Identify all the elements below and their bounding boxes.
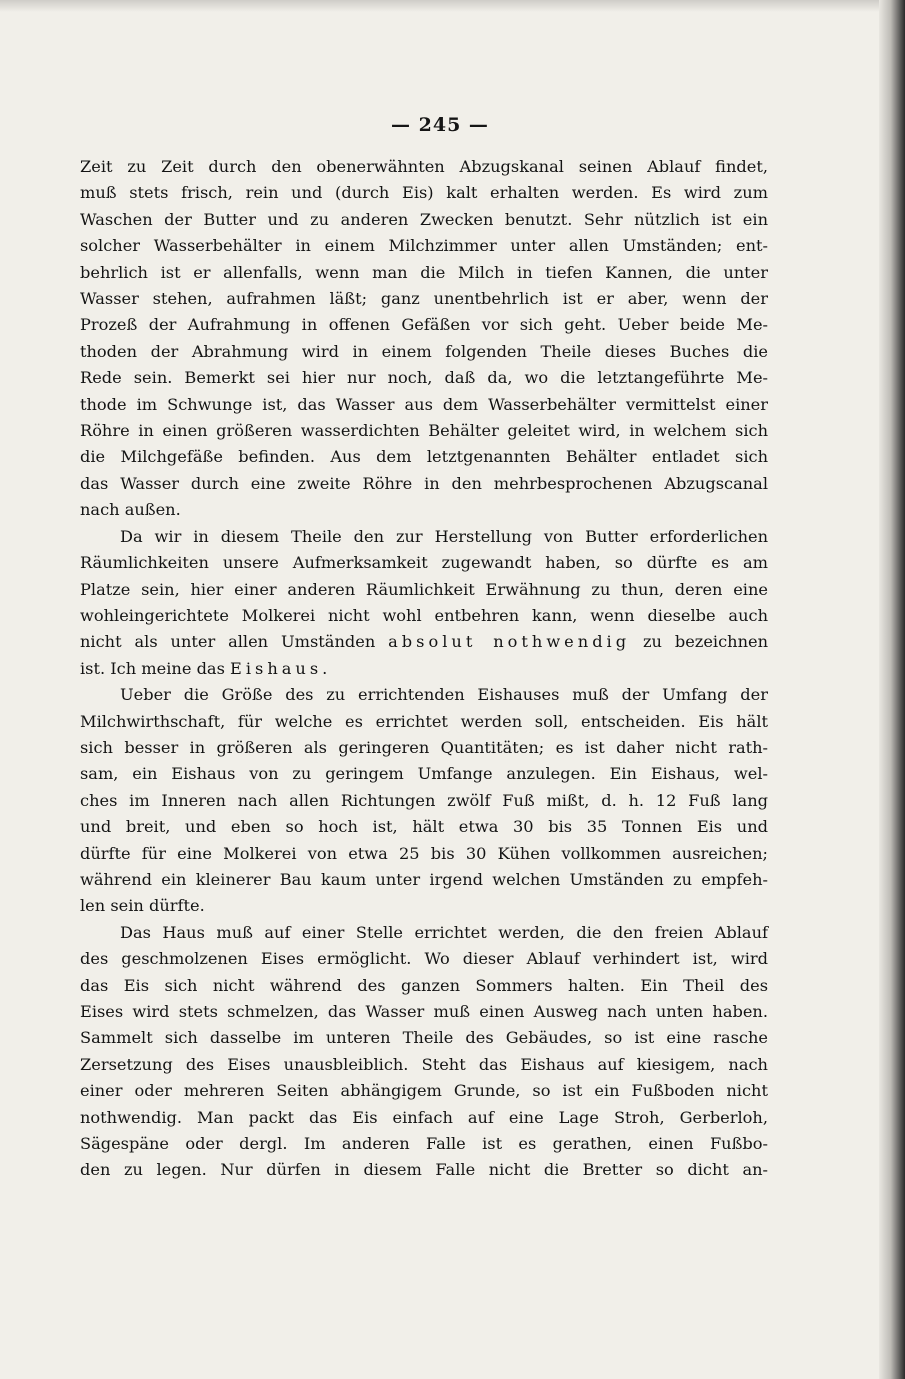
text-line: des geschmolzenen Eises ermöglicht. Wo dieser Ablauf verhindert ist, wird — [80, 949, 768, 969]
text-line: len sein dürfte. — [80, 896, 205, 916]
text-line: nach außen. — [80, 500, 181, 520]
text-segment: zu bezeichnen — [643, 632, 768, 652]
paragraph-3 — [80, 682, 768, 920]
page-right-edge — [879, 0, 905, 1379]
text-line: Da wir in diesem Theile den zur Herstellung von Butter erforderlichen — [120, 526, 768, 546]
text-line: thoden der Abrahmung wird in einem folgenden Theile dieses Buches die — [80, 341, 768, 361]
text-line: Zeit zu Zeit durch den obenerwähnten Abzugskanal seinen Ablauf findet, — [80, 157, 768, 176]
text-line: die Milchgefäße befinden. Aus dem letztgenannten Behälter entladet sich — [80, 447, 768, 467]
text-line: solcher Wasserbehälter in einem Milchzimmer unter allen Umständen; ent- — [80, 236, 768, 256]
page-top-edge — [0, 0, 905, 12]
emphasized-text: Eishaus. — [230, 658, 332, 678]
text-line: Prozeß der Aufrahmung in offenen Gefäßen vor sich geht. Ueber beide Me- — [80, 315, 768, 335]
text-line: Platze sein, hier einer anderen Räumlichkeit Erwähnung zu thun, deren eine — [80, 579, 768, 599]
text-line-with-emphasis — [80, 656, 768, 682]
text-line: und breit, und eben so hoch ist, hält etwa 30 bis 35 Tonnen Eis und — [80, 817, 768, 837]
text-line: wohleingerichtete Molkerei nicht wohl entbehren kann, wenn dieselbe auch — [80, 605, 768, 625]
text-line: Sammelt sich dasselbe im unteren Theile des Gebäudes, so ist eine rasche — [80, 1028, 768, 1048]
text-line: Milchwirthschaft, für welche es errichtet werden soll, entscheiden. Eis hält — [80, 711, 768, 731]
text-line: Das Haus muß auf einer Stelle errichtet werden, die den freien Ablauf — [120, 922, 768, 942]
text-line: Räumlichkeiten unsere Aufmerksamkeit zugewandt haben, so dürfte es am — [80, 553, 768, 573]
page-number: — 245 — — [391, 114, 489, 136]
emphasized-text: absolut nothwendig — [388, 632, 631, 652]
body-text — [80, 154, 768, 1184]
text-line: Eises wird stets schmelzen, das Wasser muß einen Ausweg nach unten haben. — [80, 1002, 768, 1021]
text-line: sam, ein Eishaus von zu geringem Umfange anzulegen. Ein Eishaus, wel- — [80, 764, 768, 784]
text-segment: nicht als unter allen Umständen — [80, 632, 376, 652]
text-line: ches im Inneren nach allen Richtungen zwölf Fuß mißt, d. h. 12 Fuß lang — [80, 790, 768, 810]
text-line: Wasser stehen, aufrahmen läßt; ganz unentbehrlich ist er aber, wenn der — [80, 289, 768, 309]
text-line: das Wasser durch eine zweite Röhre in den mehrbesprochenen Abzugscanal — [80, 473, 768, 493]
text-line: dürfte für eine Molkerei von etwa 25 bis 30 Kühen vollkommen ausreichen; — [80, 843, 768, 863]
text-line: thode im Schwunge ist, das Wasser aus dem Wasserbehälter vermittelst einer — [80, 394, 768, 414]
paragraph-2 — [80, 524, 768, 682]
text-line: Ueber die Größe des zu errichtenden Eishauses muß der Umfang der — [120, 685, 768, 705]
text-line: sich besser in größeren als geringeren Quantitäten; es ist daher nicht rath- — [80, 737, 768, 757]
paragraph-1 — [80, 154, 768, 524]
text-segment: ist. Ich meine das — [80, 658, 225, 678]
text-line: Zersetzung des Eises unausbleiblich. Steht das Eishaus auf kiesigem, nach — [80, 1054, 768, 1074]
text-line: nothwendig. Man packt das Eis einfach auf eine Lage Stroh, Gerberloh, — [80, 1107, 768, 1127]
text-line: während ein kleinerer Bau kaum unter irgend welchen Umständen zu empfeh- — [80, 869, 768, 889]
text-line: muß stets frisch, rein und (durch Eis) kalt erhalten werden. Es wird zum — [80, 183, 768, 203]
paragraph-4 — [80, 920, 768, 1184]
text-line: einer oder mehreren Seiten abhängigem Grunde, so ist ein Fußboden nicht — [80, 1081, 768, 1101]
text-line: den zu legen. Nur dürfen in diesem Falle nicht die Bretter so dicht an- — [80, 1160, 768, 1180]
text-line: Sägespäne oder dergl. Im anderen Falle ist es gerathen, einen Fußbo- — [80, 1134, 768, 1154]
text-line: Rede sein. Bemerkt sei hier nur noch, daß da, wo die letztangeführte Me- — [80, 368, 768, 388]
text-line: das Eis sich nicht während des ganzen Sommers halten. Ein Theil des — [80, 975, 768, 995]
text-line: behrlich ist er allenfalls, wenn man die Milch in tiefen Kannen, die unter — [80, 262, 768, 282]
text-line: Waschen der Butter und zu anderen Zwecken benutzt. Sehr nützlich ist ein — [80, 209, 768, 229]
text-line-with-emphasis — [80, 629, 768, 655]
text-line: Röhre in einen größeren wasserdichten Behälter geleitet wird, in welchem sich — [80, 421, 768, 441]
